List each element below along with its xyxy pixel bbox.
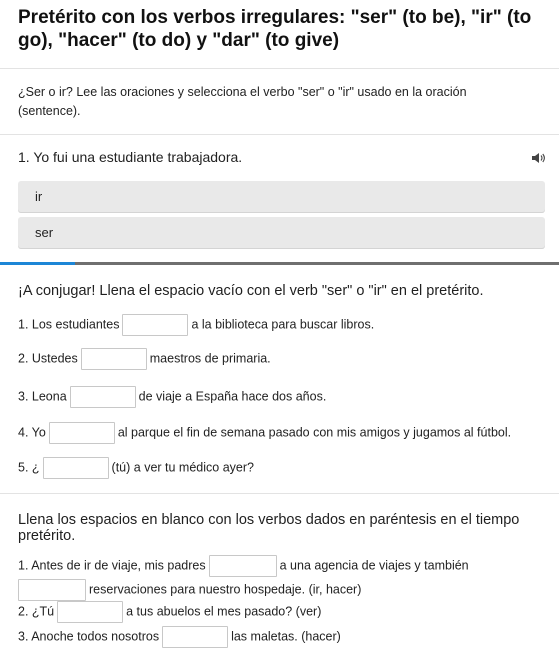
answer-input-p3-3[interactable] — [162, 626, 228, 648]
item-text-before: 1. Los estudiantes — [18, 317, 120, 332]
page-title: Pretérito con los verbos irregulares: "ser" (to be), "ir" (to go), "hacer" (to do) y "dar" (to give) — [18, 7, 532, 51]
fill-item-p3-1 — [18, 553, 469, 578]
answer-input-3[interactable] — [70, 386, 136, 408]
answer-input-5[interactable] — [43, 457, 109, 479]
part1-instructions: ¿Ser o ir? Lee las oraciones y selecciona el verbo "ser" o "ir" usado en la oración (sentence). — [18, 85, 467, 118]
speaker-icon[interactable] — [532, 152, 546, 164]
part2-heading: ¡A conjugar! Llena el espacio vacío con el verb "ser" o "ir" en el pretérito. — [18, 283, 484, 299]
item-text-after: maestros de primaria. — [149, 351, 271, 366]
fill-item-1 — [18, 312, 374, 337]
answer-input-1[interactable] — [122, 314, 188, 336]
answer-input-p3-1b[interactable] — [18, 579, 86, 601]
item-text-before: 3. Anoche todos nosotros — [18, 629, 160, 644]
item-text-after: (tú) a ver tu médico ayer? — [111, 460, 254, 475]
divider — [0, 134, 559, 135]
answer-input-4[interactable] — [49, 422, 115, 444]
option-ir[interactable]: ir — [18, 181, 545, 213]
item-text-after: a una agencia de viajes y también — [279, 558, 469, 573]
item-text-after: las maletas. (hacer) — [231, 629, 341, 644]
item-text-after: a tus abuelos el mes pasado? (ver) — [126, 604, 322, 619]
item-text-after: de viaje a España hace dos años. — [138, 389, 327, 404]
question-text: 1. Yo fui una estudiante trabajadora. — [18, 149, 243, 165]
item-text-before: 5. ¿ — [18, 460, 40, 475]
item-text-after: reservaciones para nuestro hospedaje. (ir, hacer) — [89, 582, 362, 597]
divider — [0, 68, 559, 69]
part3-heading: Llena los espacios en blanco con los verbos dados en paréntesis en el tiempo pretérito. — [18, 512, 520, 544]
item-text-after: al parque el fin de semana pasado con mis amigos y jugamos al fútbol. — [117, 425, 512, 440]
option-ser[interactable]: ser — [18, 217, 545, 249]
answer-input-2[interactable] — [81, 348, 147, 370]
item-text-before: 1. Antes de ir de viaje, mis padres — [18, 558, 206, 573]
fill-item-5 — [18, 455, 254, 480]
item-text-before: 3. Leona — [18, 389, 67, 404]
fill-item-2 — [18, 346, 271, 371]
divider — [0, 493, 559, 494]
item-text-before: 2. Ustedes — [18, 351, 78, 366]
fill-item-p3-2 — [18, 599, 321, 624]
fill-item-p3-1-cont — [15, 577, 361, 602]
progress-bar — [0, 262, 559, 265]
fill-item-p3-3 — [18, 624, 341, 649]
progress-bar-fill — [0, 262, 75, 265]
item-text-before: 4. Yo — [18, 425, 46, 440]
fill-item-4 — [18, 420, 511, 445]
item-text-after: a la biblioteca para buscar libros. — [191, 317, 375, 332]
answer-input-p3-2[interactable] — [57, 601, 123, 623]
answer-input-p3-1a[interactable] — [209, 555, 277, 577]
fill-item-3 — [18, 384, 326, 409]
item-text-before: 2. ¿Tú — [18, 604, 55, 619]
